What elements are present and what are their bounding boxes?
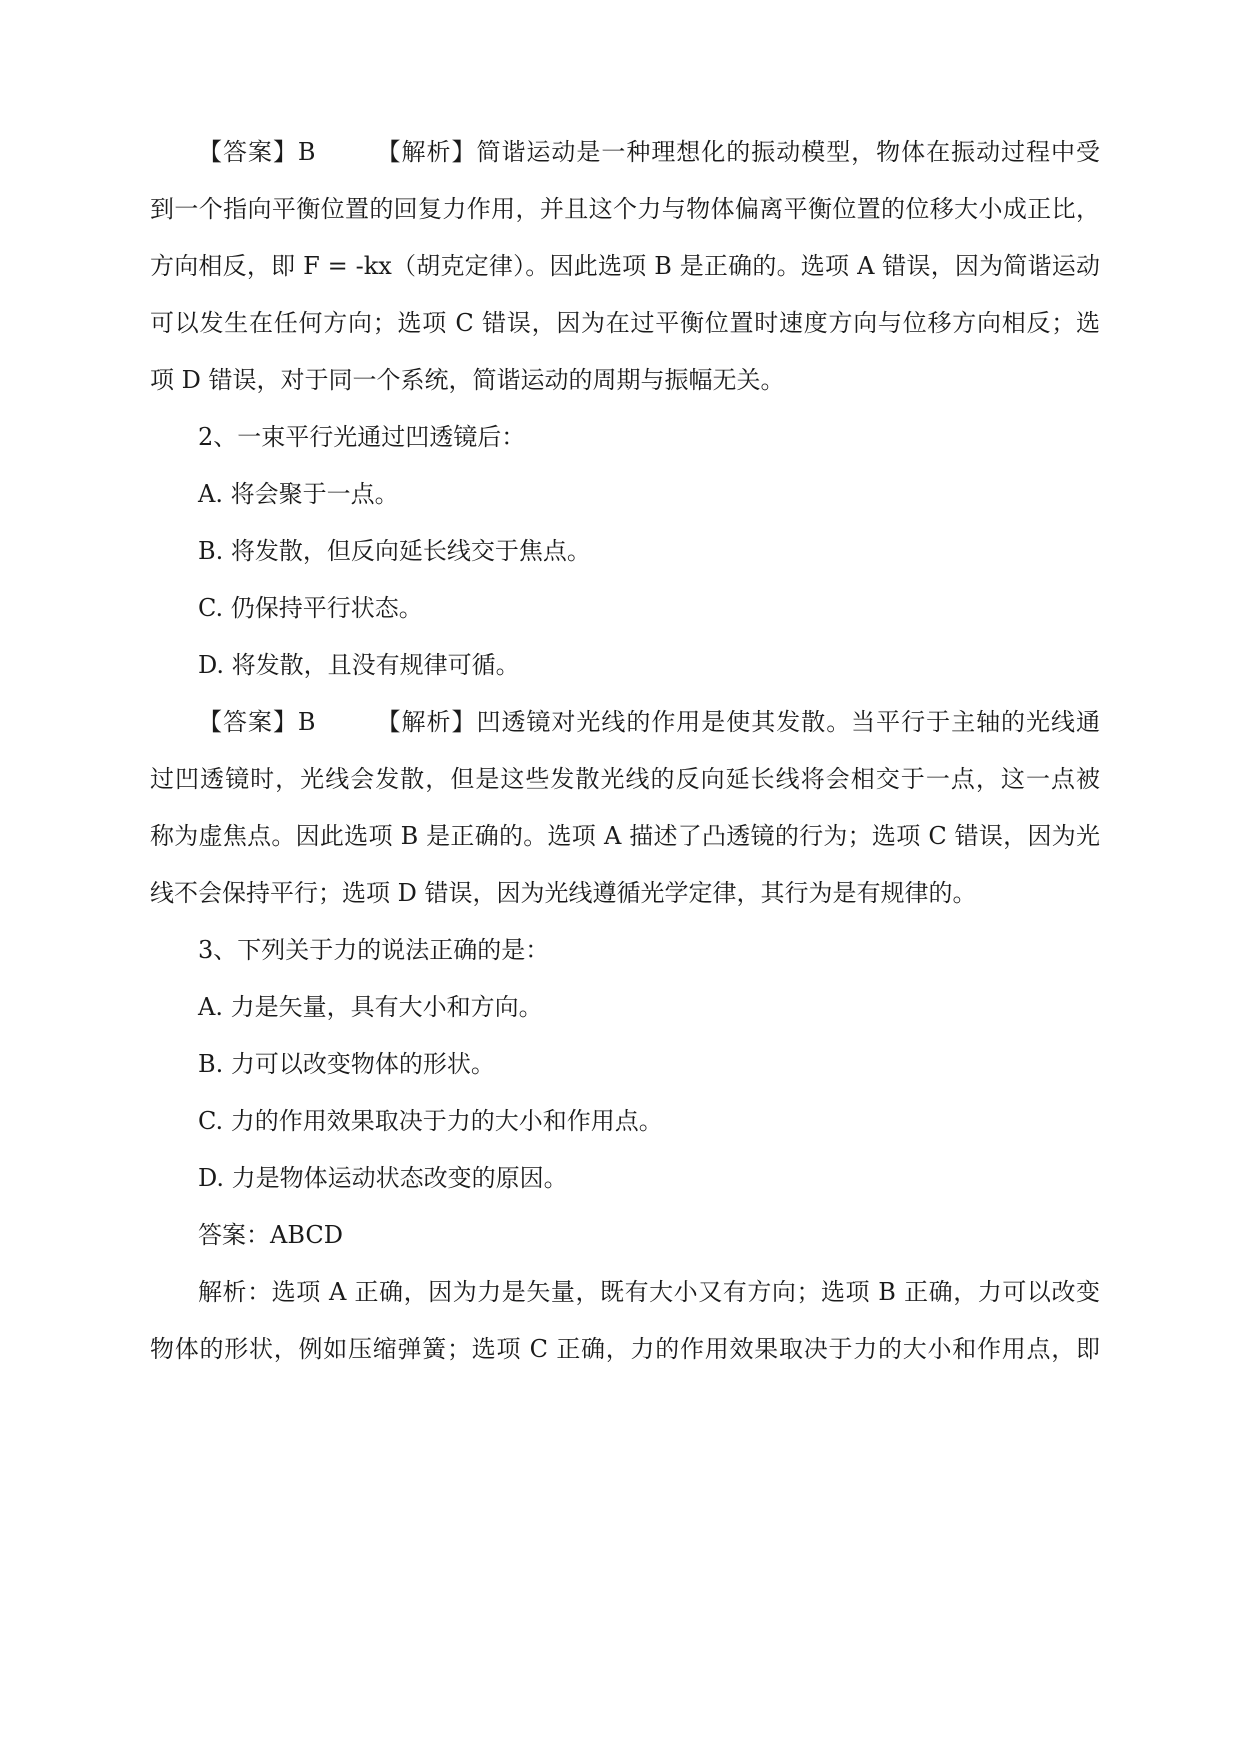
q3-option-c: C. 力的作用效果取决于力的大小和作用点。 bbox=[198, 1107, 663, 1135]
q1-explanation-line4: 可以发生在任何方向；选项 C 错误，因为在过平衡位置时速度方向与位移方向相反；选 bbox=[150, 309, 1100, 337]
q1-answer: 【答案】B bbox=[198, 138, 316, 166]
q2-option-a: A. 将会聚于一点。 bbox=[198, 480, 399, 508]
q3-explanation-line2: 物体的形状，例如压缩弹簧；选项 C 正确，力的作用效果取决于力的大小和作用点，即 bbox=[150, 1335, 1100, 1363]
q2-answer-line bbox=[198, 705, 1100, 739]
q3-option-b: B. 力可以改变物体的形状。 bbox=[198, 1050, 495, 1078]
q2-explanation-line1: 【解析】凹透镜对光线的作用是使其发散。当平行于主轴的光线通 bbox=[375, 708, 1100, 736]
q3-option-a: A. 力是矢量，具有大小和方向。 bbox=[198, 993, 543, 1021]
q1-answer-line bbox=[198, 135, 1100, 169]
q3-explanation-line1: 解析：选项 A 正确，因为力是矢量，既有大小又有方向；选项 B 正确，力可以改变 bbox=[198, 1278, 1100, 1306]
q2-explanation-line4: 线不会保持平行；选项 D 错误，因为光线遵循光学定律，其行为是有规律的。 bbox=[150, 879, 977, 907]
q1-explanation-line5: 项 D 错误，对于同一个系统，简谐运动的周期与振幅无关。 bbox=[150, 366, 785, 394]
q3-stem: 3、下列关于力的说法正确的是： bbox=[198, 936, 550, 964]
q2-stem: 2、一束平行光通过凹透镜后： bbox=[198, 423, 526, 451]
q2-explanation-line3: 称为虚焦点。因此选项 B 是正确的。选项 A 描述了凸透镜的行为；选项 C 错误，因为光 bbox=[150, 822, 1100, 850]
q3-option-d: D. 力是物体运动状态改变的原因。 bbox=[198, 1164, 568, 1192]
q1-explanation-line2: 到一个指向平衡位置的回复力作用，并且这个力与物体偏离平衡位置的位移大小成正比， bbox=[150, 195, 1100, 223]
q2-explanation-line2: 过凹透镜时，光线会发散，但是这些发散光线的反向延长线将会相交于一点，这一点被 bbox=[150, 765, 1100, 793]
q1-explanation-line1: 【解析】简谐运动是一种理想化的振动模型，物体在振动过程中受 bbox=[375, 138, 1100, 166]
q1-explanation-line3: 方向相反，即 F = -kx（胡克定律）。因此选项 B 是正确的。选项 A 错误，因为简谐运动 bbox=[150, 252, 1100, 280]
q3-answer: 答案：ABCD bbox=[198, 1221, 344, 1249]
q2-answer: 【答案】B bbox=[198, 708, 316, 736]
q2-option-b: B. 将发散，但反向延长线交于焦点。 bbox=[198, 537, 591, 565]
q2-option-c: C. 仍保持平行状态。 bbox=[198, 594, 423, 622]
q2-option-d: D. 将发散，且没有规律可循。 bbox=[198, 651, 520, 679]
